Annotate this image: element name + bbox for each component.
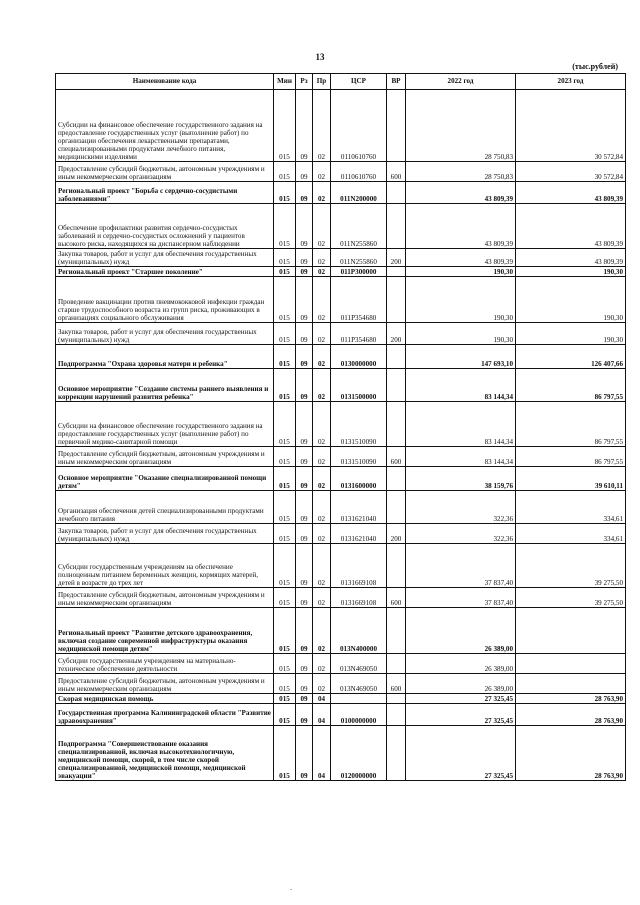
cell-y2022: 43 809,39 bbox=[406, 182, 516, 204]
cell-name: Организация обеспечения детей специализированными продуктами лечебного питания bbox=[56, 491, 274, 524]
cell-y2023 bbox=[516, 608, 626, 654]
cell-csr: 0131621040 bbox=[331, 524, 387, 544]
cell-pr: 02 bbox=[313, 524, 331, 544]
table-row bbox=[56, 323, 626, 345]
cell-min: 015 bbox=[274, 704, 296, 726]
cell-name: Предоставление субсидий бюджетным, автономным учреждениям и иным некоммерческим организациям bbox=[56, 447, 274, 467]
cell-rz: 09 bbox=[296, 467, 313, 491]
cell-pr: 02 bbox=[313, 323, 331, 345]
cell-y2022: 190,30 bbox=[406, 267, 516, 277]
cell-name: Подпрограмма "Охрана здоровья матери и ребенка" bbox=[56, 345, 274, 369]
table-row bbox=[56, 402, 626, 447]
cell-y2022: 83 144,34 bbox=[406, 402, 516, 447]
cell-rz: 09 bbox=[296, 162, 313, 182]
cell-rz: 09 bbox=[296, 90, 313, 162]
cell-min: 015 bbox=[274, 249, 296, 267]
cell-y2022: 190,30 bbox=[406, 277, 516, 323]
table-row bbox=[56, 704, 626, 726]
cell-y2022: 83 144,34 bbox=[406, 369, 516, 402]
cell-csr: 0130000000 bbox=[331, 345, 387, 369]
cell-csr: 011P354680 bbox=[331, 277, 387, 323]
cell-csr: 0131600000 bbox=[331, 467, 387, 491]
cell-rz: 09 bbox=[296, 345, 313, 369]
cell-pr: 02 bbox=[313, 674, 331, 694]
cell-csr: 013N400000 bbox=[331, 608, 387, 654]
cell-vr bbox=[387, 608, 406, 654]
cell-pr: 02 bbox=[313, 467, 331, 491]
cell-name: Субсидии государственным учреждениям на материально-техническое обеспечение деятельности bbox=[56, 654, 274, 674]
cell-vr: 600 bbox=[387, 162, 406, 182]
cell-csr: 011N255860 bbox=[331, 249, 387, 267]
cell-name: Проведение вакцинации против пневмококковой инфекции граждан старше трудоспособного возраста из групп риска, проживающих в организациях социального обслуживания bbox=[56, 277, 274, 323]
cell-name: Субсидии государственным учреждениям на обеспечение полноценным питанием беременных женщин, кормящих матерей, детей в возрасте до трех лет bbox=[56, 544, 274, 588]
cell-y2022: 190,30 bbox=[406, 323, 516, 345]
footer-mark: - bbox=[290, 885, 293, 893]
cell-y2022: 26 389,00 bbox=[406, 608, 516, 654]
cell-vr bbox=[387, 267, 406, 277]
cell-pr: 02 bbox=[313, 277, 331, 323]
cell-csr: 011P354680 bbox=[331, 323, 387, 345]
cell-csr: 0100000000 bbox=[331, 704, 387, 726]
cell-csr: 0120000000 bbox=[331, 726, 387, 781]
cell-y2022: 27 325,45 bbox=[406, 726, 516, 781]
cell-rz: 09 bbox=[296, 674, 313, 694]
table-row bbox=[56, 588, 626, 608]
cell-name: Предоставление субсидий бюджетным, автономным учреждениям и иным некоммерческим организациям bbox=[56, 674, 274, 694]
cell-min: 015 bbox=[274, 182, 296, 204]
table-row bbox=[56, 491, 626, 524]
cell-min: 015 bbox=[274, 277, 296, 323]
cell-y2023: 190,30 bbox=[516, 277, 626, 323]
cell-min: 015 bbox=[274, 467, 296, 491]
cell-pr: 02 bbox=[313, 267, 331, 277]
unit-note: (тыс.рублей) bbox=[572, 62, 618, 71]
cell-csr: 011P300000 bbox=[331, 267, 387, 277]
cell-y2022: 38 159,76 bbox=[406, 467, 516, 491]
cell-vr bbox=[387, 694, 406, 704]
cell-min: 015 bbox=[274, 90, 296, 162]
cell-vr bbox=[387, 654, 406, 674]
cell-name: Закупка товаров, работ и услуг для обеспечения государственных (муниципальных) нужд bbox=[56, 524, 274, 544]
cell-pr: 04 bbox=[313, 704, 331, 726]
cell-csr: 013N469050 bbox=[331, 674, 387, 694]
cell-vr bbox=[387, 277, 406, 323]
cell-y2023: 28 763,90 bbox=[516, 726, 626, 781]
table-row bbox=[56, 267, 626, 277]
cell-rz: 09 bbox=[296, 588, 313, 608]
cell-y2023: 86 797,55 bbox=[516, 402, 626, 447]
cell-vr: 600 bbox=[387, 674, 406, 694]
cell-vr: 200 bbox=[387, 323, 406, 345]
cell-y2022: 27 325,45 bbox=[406, 704, 516, 726]
cell-min: 015 bbox=[274, 726, 296, 781]
cell-y2022: 28 750,83 bbox=[406, 162, 516, 182]
cell-min: 015 bbox=[274, 654, 296, 674]
cell-rz: 09 bbox=[296, 182, 313, 204]
cell-name: Обеспечение профилактики развития сердечно-сосудистых заболеваний и сердечно-сосудистых осложнений у пациентов высокого риска, находящихся на диспансерном наблюдении bbox=[56, 204, 274, 249]
cell-rz: 09 bbox=[296, 544, 313, 588]
cell-vr bbox=[387, 544, 406, 588]
cell-csr: 0131500000 bbox=[331, 369, 387, 402]
table-body bbox=[56, 90, 626, 781]
cell-name: Региональный проект "Старшее поколение" bbox=[56, 267, 274, 277]
table-header bbox=[56, 74, 626, 90]
table-row bbox=[56, 204, 626, 249]
cell-rz: 09 bbox=[296, 277, 313, 323]
cell-name: Основное мероприятие "Создание системы раннего выявления и коррекции нарушений развития ребенка" bbox=[56, 369, 274, 402]
cell-csr: 011N255860 bbox=[331, 204, 387, 249]
cell-vr bbox=[387, 491, 406, 524]
cell-name: Скорая медицинская помощь bbox=[56, 694, 274, 704]
cell-csr: 013N469050 bbox=[331, 654, 387, 674]
cell-csr: 0110610760 bbox=[331, 90, 387, 162]
cell-vr bbox=[387, 467, 406, 491]
cell-name: Региональный проект "Развитие детского здравоохранения, включая создание современной инфраструктуры оказания медицинской помощи детям" bbox=[56, 608, 274, 654]
table-row bbox=[56, 369, 626, 402]
cell-csr bbox=[331, 694, 387, 704]
cell-name: Основное мероприятие "Оказание специализированной помощи детям" bbox=[56, 467, 274, 491]
table-row bbox=[56, 447, 626, 467]
cell-y2023: 39 275,50 bbox=[516, 544, 626, 588]
cell-y2022: 37 837,40 bbox=[406, 544, 516, 588]
cell-pr: 02 bbox=[313, 369, 331, 402]
table-row bbox=[56, 544, 626, 588]
cell-y2023: 39 610,11 bbox=[516, 467, 626, 491]
cell-y2023: 126 407,66 bbox=[516, 345, 626, 369]
cell-rz: 09 bbox=[296, 654, 313, 674]
cell-rz: 09 bbox=[296, 369, 313, 402]
cell-y2022: 322,36 bbox=[406, 491, 516, 524]
header-2022: 2022 год bbox=[406, 74, 516, 90]
cell-rz: 09 bbox=[296, 402, 313, 447]
cell-min: 015 bbox=[274, 608, 296, 654]
cell-vr bbox=[387, 369, 406, 402]
cell-y2023: 190,30 bbox=[516, 323, 626, 345]
cell-name: Региональный проект "Борьба с сердечно-сосудистыми заболеваниями" bbox=[56, 182, 274, 204]
cell-csr: 0131510090 bbox=[331, 402, 387, 447]
cell-y2023: 30 572,84 bbox=[516, 162, 626, 182]
cell-y2023: 334,61 bbox=[516, 524, 626, 544]
header-min: Мин bbox=[274, 74, 296, 90]
cell-name: Государственная программа Калининградской области "Развитие здравоохранения" bbox=[56, 704, 274, 726]
cell-rz: 09 bbox=[296, 491, 313, 524]
cell-vr bbox=[387, 90, 406, 162]
cell-y2022: 27 325,45 bbox=[406, 694, 516, 704]
cell-y2023: 334,61 bbox=[516, 491, 626, 524]
cell-min: 015 bbox=[274, 544, 296, 588]
table-row bbox=[56, 277, 626, 323]
cell-y2023: 28 763,90 bbox=[516, 694, 626, 704]
table-row bbox=[56, 345, 626, 369]
header-2023: 2023 год bbox=[516, 74, 626, 90]
cell-rz: 09 bbox=[296, 524, 313, 544]
cell-vr bbox=[387, 704, 406, 726]
cell-pr: 02 bbox=[313, 588, 331, 608]
cell-csr: 0131669108 bbox=[331, 544, 387, 588]
cell-y2022: 28 750,83 bbox=[406, 90, 516, 162]
cell-y2023: 43 809,39 bbox=[516, 249, 626, 267]
cell-csr: 011N200000 bbox=[331, 182, 387, 204]
cell-pr: 02 bbox=[313, 447, 331, 467]
table-row bbox=[56, 524, 626, 544]
cell-vr: 200 bbox=[387, 524, 406, 544]
cell-pr: 02 bbox=[313, 491, 331, 524]
cell-csr: 0131669108 bbox=[331, 588, 387, 608]
table-row bbox=[56, 249, 626, 267]
cell-name: Закупка товаров, работ и услуг для обеспечения государственных (муниципальных) нужд bbox=[56, 249, 274, 267]
header-name: Наименование кода bbox=[56, 74, 274, 90]
cell-min: 015 bbox=[274, 588, 296, 608]
cell-y2022: 147 693,10 bbox=[406, 345, 516, 369]
header-pr: Пр bbox=[313, 74, 331, 90]
cell-y2023: 39 275,50 bbox=[516, 588, 626, 608]
cell-y2023: 30 572,84 bbox=[516, 90, 626, 162]
table-row bbox=[56, 654, 626, 674]
cell-y2022: 83 144,34 bbox=[406, 447, 516, 467]
cell-csr: 0110610760 bbox=[331, 162, 387, 182]
cell-rz: 09 bbox=[296, 447, 313, 467]
table-row bbox=[56, 694, 626, 704]
budget-table bbox=[55, 73, 626, 781]
cell-pr: 04 bbox=[313, 726, 331, 781]
cell-y2023: 43 809,39 bbox=[516, 204, 626, 249]
cell-y2023: 190,30 bbox=[516, 267, 626, 277]
cell-pr: 02 bbox=[313, 90, 331, 162]
cell-rz: 09 bbox=[296, 726, 313, 781]
cell-csr: 0131510090 bbox=[331, 447, 387, 467]
cell-min: 015 bbox=[274, 267, 296, 277]
cell-vr: 600 bbox=[387, 588, 406, 608]
cell-pr: 02 bbox=[313, 182, 331, 204]
cell-rz: 09 bbox=[296, 608, 313, 654]
cell-rz: 09 bbox=[296, 267, 313, 277]
table-row bbox=[56, 182, 626, 204]
cell-rz: 09 bbox=[296, 249, 313, 267]
cell-y2023 bbox=[516, 654, 626, 674]
cell-name: Предоставление субсидий бюджетным, автономным учреждениям и иным некоммерческим организациям bbox=[56, 588, 274, 608]
cell-pr: 02 bbox=[313, 204, 331, 249]
cell-vr: 200 bbox=[387, 249, 406, 267]
cell-y2023 bbox=[516, 674, 626, 694]
cell-vr: 600 bbox=[387, 447, 406, 467]
cell-rz: 09 bbox=[296, 323, 313, 345]
cell-rz: 09 bbox=[296, 704, 313, 726]
table-row bbox=[56, 726, 626, 781]
cell-pr: 02 bbox=[313, 345, 331, 369]
cell-csr: 0131621040 bbox=[331, 491, 387, 524]
cell-min: 015 bbox=[274, 162, 296, 182]
cell-y2022: 26 389,00 bbox=[406, 674, 516, 694]
cell-rz: 09 bbox=[296, 204, 313, 249]
table-row bbox=[56, 608, 626, 654]
cell-name: Субсидии на финансовое обеспечение государственного задания на предоставление государственных услуг (выполнение работ) по первичной медико-санитарной помощи bbox=[56, 402, 274, 447]
cell-y2022: 26 389,00 bbox=[406, 654, 516, 674]
cell-y2023: 43 809,39 bbox=[516, 182, 626, 204]
cell-rz: 09 bbox=[296, 694, 313, 704]
table-row bbox=[56, 467, 626, 491]
cell-y2023: 86 797,55 bbox=[516, 369, 626, 402]
cell-min: 015 bbox=[274, 204, 296, 249]
header-vr: ВР bbox=[387, 74, 406, 90]
cell-min: 015 bbox=[274, 694, 296, 704]
header-csr: ЦСР bbox=[331, 74, 387, 90]
cell-pr: 02 bbox=[313, 608, 331, 654]
cell-pr: 02 bbox=[313, 162, 331, 182]
cell-min: 015 bbox=[274, 491, 296, 524]
cell-vr bbox=[387, 345, 406, 369]
cell-y2022: 43 809,39 bbox=[406, 204, 516, 249]
cell-y2023: 28 763,90 bbox=[516, 704, 626, 726]
cell-min: 015 bbox=[274, 447, 296, 467]
cell-y2022: 322,36 bbox=[406, 524, 516, 544]
cell-min: 015 bbox=[274, 524, 296, 544]
table-row bbox=[56, 674, 626, 694]
cell-pr: 02 bbox=[313, 544, 331, 588]
cell-vr bbox=[387, 402, 406, 447]
cell-vr bbox=[387, 726, 406, 781]
page-number: 13 bbox=[315, 52, 325, 62]
cell-min: 015 bbox=[274, 369, 296, 402]
cell-pr: 02 bbox=[313, 654, 331, 674]
cell-min: 015 bbox=[274, 402, 296, 447]
cell-min: 015 bbox=[274, 323, 296, 345]
cell-y2022: 43 809,39 bbox=[406, 249, 516, 267]
cell-min: 015 bbox=[274, 345, 296, 369]
table-row bbox=[56, 90, 626, 162]
cell-y2023: 86 797,55 bbox=[516, 447, 626, 467]
cell-vr bbox=[387, 204, 406, 249]
cell-name: Подпрограмма "Совершенствование оказания специализированной, включая высокотехнологичную, медицинской помощи, скорой, в том числе скорой специализированной, медицинской помощи, медицинской эвакуации" bbox=[56, 726, 274, 781]
cell-vr bbox=[387, 182, 406, 204]
cell-pr: 02 bbox=[313, 249, 331, 267]
cell-y2022: 37 837,40 bbox=[406, 588, 516, 608]
table-row bbox=[56, 162, 626, 182]
header-rz: Рз bbox=[296, 74, 313, 90]
cell-name: Закупка товаров, работ и услуг для обеспечения государственных (муниципальных) нужд bbox=[56, 323, 274, 345]
cell-name: Субсидии на финансовое обеспечение государственного задания на предоставление государственных услуг (выполнение работ) по организации обеспечения лекарственными препаратами, специализированными продуктами лечебного питания, медицинскими изделиями bbox=[56, 90, 274, 162]
cell-name: Предоставление субсидий бюджетным, автономным учреждениям и иным некоммерческим организациям bbox=[56, 162, 274, 182]
cell-min: 015 bbox=[274, 674, 296, 694]
cell-pr: 02 bbox=[313, 402, 331, 447]
cell-pr: 04 bbox=[313, 694, 331, 704]
